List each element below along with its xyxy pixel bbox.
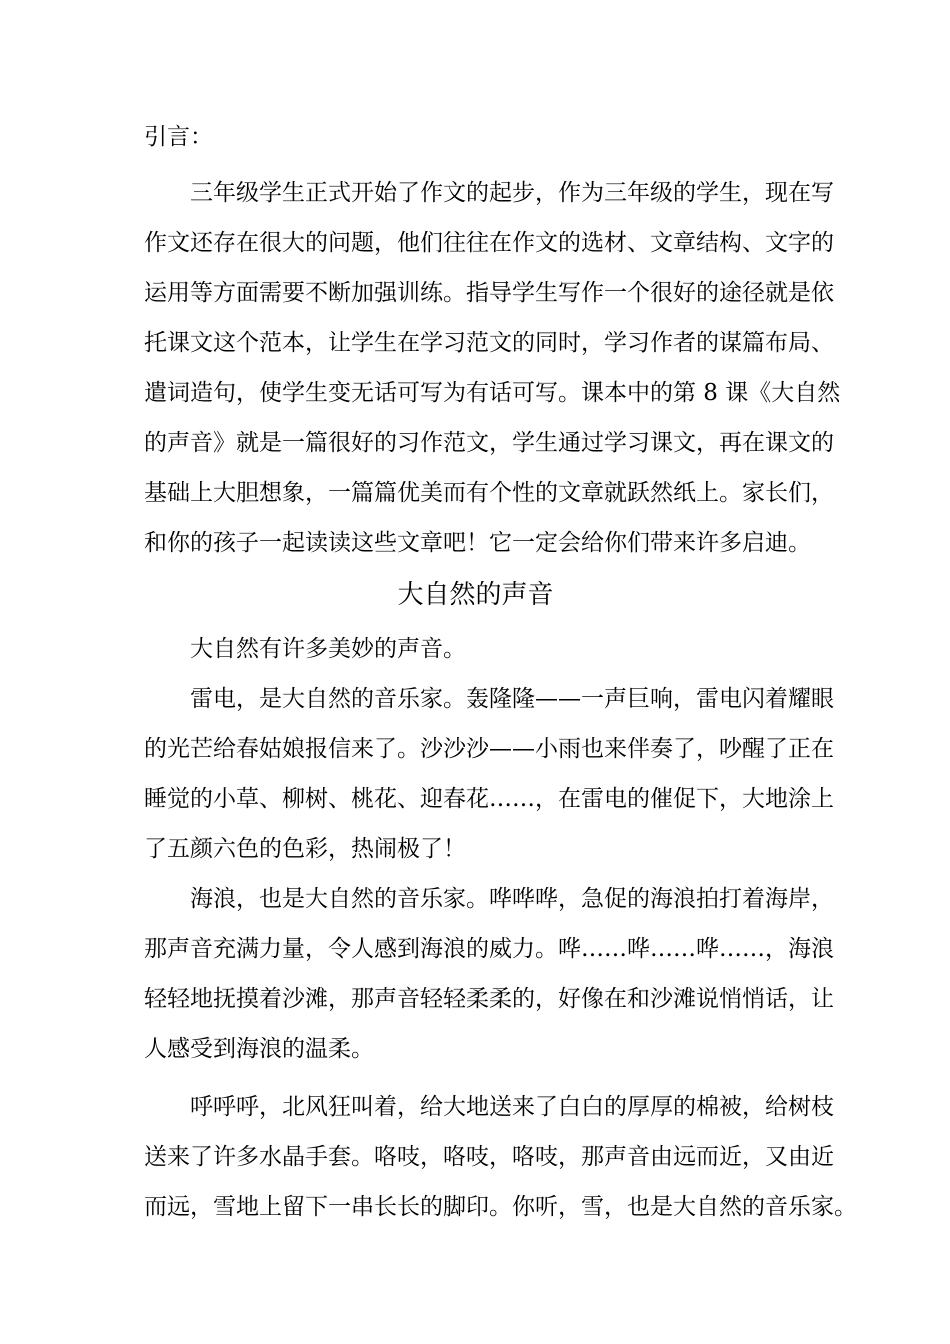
intro-line: 托课文这个范本，让学生在学习范文的同时，学习作者的谋篇布局、 bbox=[144, 330, 834, 356]
intro-paragraph bbox=[144, 168, 841, 568]
document-body bbox=[144, 112, 857, 1232]
essay-line: 轻轻地抚摸着沙滩，那声音轻轻柔柔的，好像在和沙滩说悄悄话，让 bbox=[144, 986, 834, 1012]
intro-line: 作文还存在很大的问题，他们往往在作文的选材、文章结构、文字的 bbox=[144, 230, 834, 256]
essay-line: 送来了许多水晶手套。咯吱，咯吱，咯吱，那声音由远而近，又由近 bbox=[144, 1144, 834, 1170]
essay-line: 呼呼呼，北风狂叫着，给大地送来了白白的厚厚的棉被，给树枝 bbox=[190, 1094, 834, 1120]
intro-line: 三年级学生正式开始了作文的起步，作为三年级的学生，现在写 bbox=[190, 180, 834, 206]
intro-line: 遣词造句，使学生变无话可写为有话可写。课本中的第 8 课《大自然 bbox=[144, 380, 841, 406]
essay-line: 而远，雪地上留下一串长长的脚印。你听，雪，也是大自然的音乐家。 bbox=[144, 1194, 857, 1220]
essay-paragraph-1 bbox=[144, 624, 807, 674]
essay-line: 了五颜六色的色彩，热闹极了！ bbox=[144, 836, 466, 862]
essay-line: 那声音充满力量，令人感到海浪的威力。哗……哗……哗……，海浪 bbox=[144, 936, 834, 962]
essay-line: 雷电，是大自然的音乐家。轰隆隆——一声巨响，雷电闪着耀眼 bbox=[190, 686, 834, 712]
intro-line: 和你的孩子一起读读这些文章吧！它一定会给你们带来许多启迪。 bbox=[144, 530, 811, 556]
essay-paragraph-4 bbox=[144, 1082, 857, 1232]
intro-line: 的声音》就是一篇很好的习作范文，学生通过学习课文，再在课文的 bbox=[144, 430, 834, 456]
essay-line: 的光芒给春姑娘报信来了。沙沙沙——小雨也来伴奏了，吵醒了正在 bbox=[144, 736, 834, 762]
essay-line: 海浪，也是大自然的音乐家。哗哗哗，急促的海浪拍打着海岸， bbox=[190, 886, 834, 912]
essay-title: 大自然的声音 bbox=[397, 580, 554, 610]
essay-line: 睡觉的小草、柳树、桃花、迎春花……，在雷电的催促下，大地涂上 bbox=[144, 786, 834, 812]
essay-line: 大自然有许多美妙的声音。 bbox=[190, 636, 466, 662]
essay-line: 人感受到海浪的温柔。 bbox=[144, 1036, 374, 1062]
essay-paragraph-2 bbox=[144, 674, 834, 874]
intro-line: 基础上大胆想象，一篇篇优美而有个性的文章就跃然纸上。家长们， bbox=[144, 480, 834, 506]
intro-heading: 引言： bbox=[144, 124, 213, 150]
intro-line: 运用等方面需要不断加强训练。指导学生写作一个很好的途径就是依 bbox=[144, 280, 834, 306]
essay-paragraph-3 bbox=[144, 874, 834, 1074]
